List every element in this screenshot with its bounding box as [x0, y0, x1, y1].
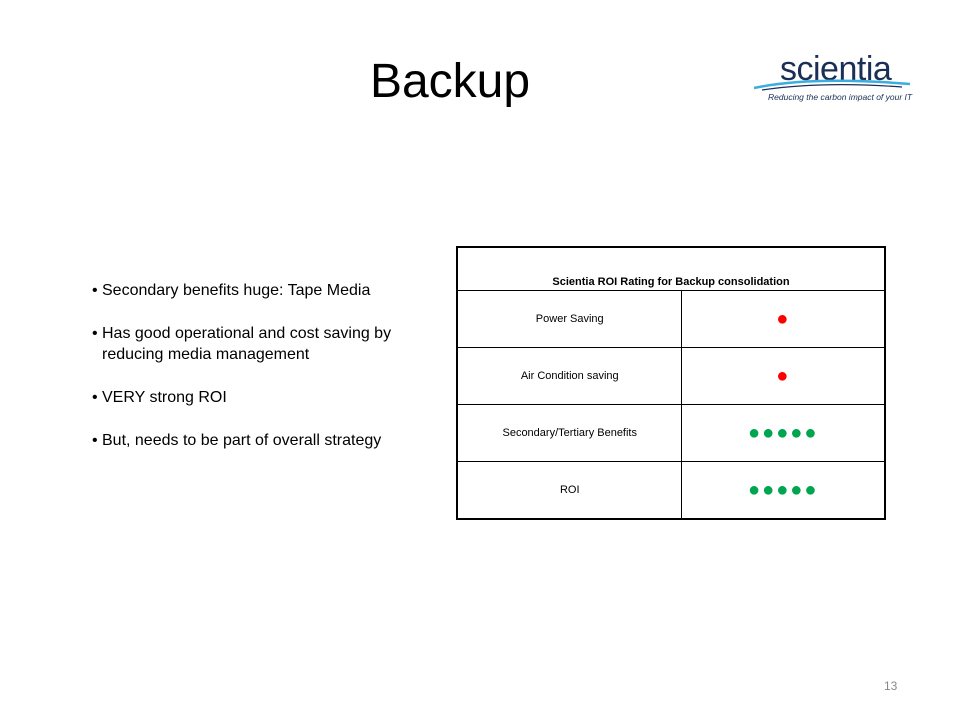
logo-tagline: Reducing the carbon impact of your IT	[768, 92, 913, 102]
slide-title: Backup	[369, 55, 531, 108]
rating-dots: ●●●●●	[748, 479, 819, 501]
rating-dots: ●●●●●	[748, 422, 819, 444]
bullet-text: But, needs to be part of overall strategy	[102, 432, 382, 449]
bullet-item	[92, 280, 432, 301]
roi-row-rating	[682, 462, 885, 520]
roi-rating-table	[456, 246, 886, 520]
bullet-marker: •	[92, 282, 98, 299]
roi-row-rating	[682, 405, 885, 462]
bullet-item	[92, 387, 432, 408]
roi-row-label: Air Condition saving	[457, 348, 682, 405]
bullet-text: VERY strong ROI	[102, 389, 227, 406]
logo-wordmark: scientia	[780, 50, 892, 88]
roi-row-label: Secondary/Tertiary Benefits	[457, 405, 682, 462]
bullet-item	[92, 430, 432, 451]
rating-dots: ●	[776, 308, 791, 330]
table-row	[457, 291, 885, 348]
bullet-list	[92, 280, 432, 473]
table-row	[457, 348, 885, 405]
roi-row-label: Power Saving	[457, 291, 682, 348]
roi-row-label: ROI	[457, 462, 682, 520]
bullet-text: Has good operational and cost saving by reducing media management	[102, 325, 392, 363]
roi-row-rating	[682, 291, 885, 348]
scientia-logo	[752, 48, 912, 112]
bullet-text: Secondary benefits huge: Tape Media	[102, 282, 371, 299]
rating-dots: ●	[776, 365, 791, 387]
bullet-item	[92, 323, 432, 365]
bullet-marker: •	[92, 325, 98, 342]
bullet-marker: •	[92, 432, 98, 449]
page-number: 13	[884, 679, 898, 693]
logo-swoosh-icon	[752, 72, 912, 92]
roi-row-rating	[682, 348, 885, 405]
bullet-marker: •	[92, 389, 98, 406]
table-row	[457, 462, 885, 520]
table-row	[457, 405, 885, 462]
roi-table-caption: Scientia ROI Rating for Backup consolidation	[457, 247, 885, 291]
